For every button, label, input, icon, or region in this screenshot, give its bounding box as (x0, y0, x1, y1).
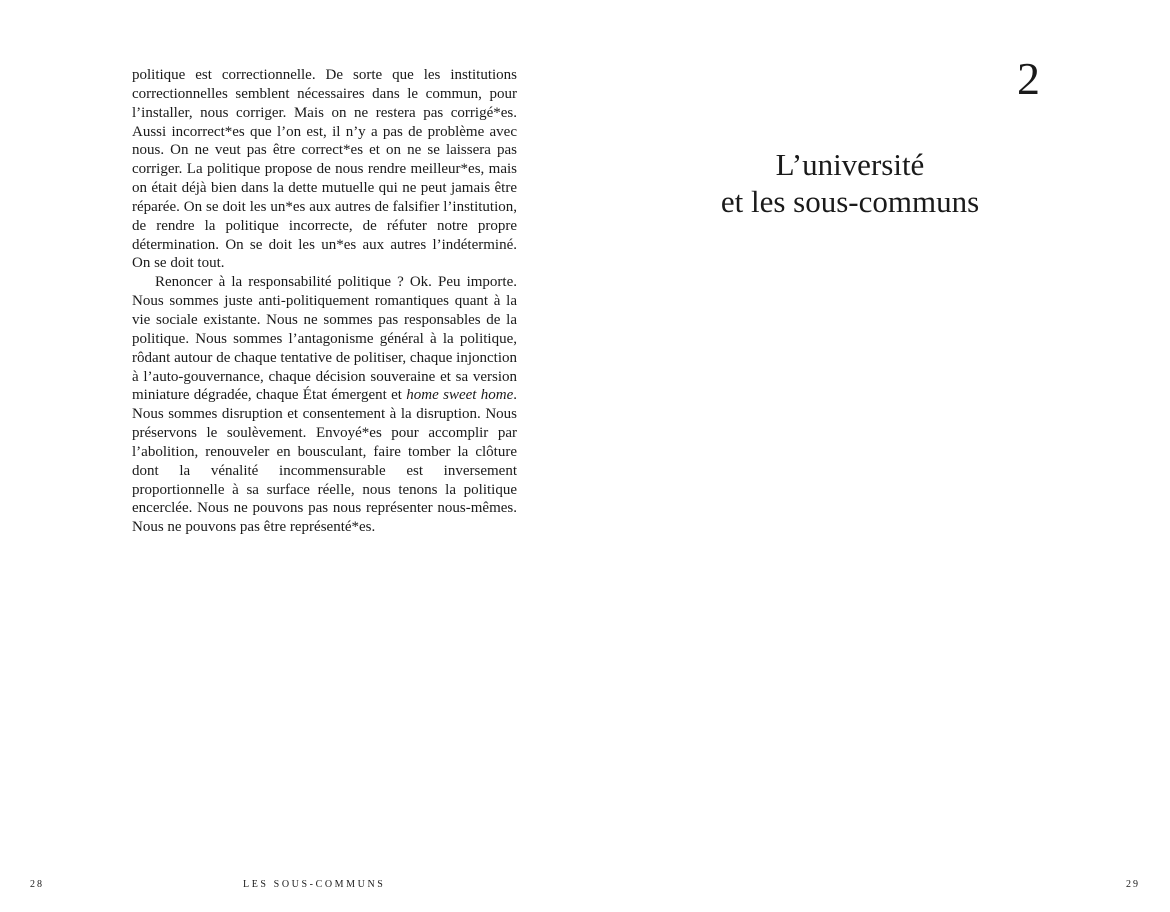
text-segment: Renoncer à la responsabilité politique ? Ok. Peu importe. Nous sommes juste anti-politiquement romantiques quant à la vie sociale existante. Nous ne sommes pas responsables de la politique. Nous sommes l’antagonisme général à la politique, rôdant autour de chaque tentative de politiser, chaque injonction à l’auto-gouvernance, chaque décision souveraine et sa version miniature dégradée, chaque État émergent et (132, 274, 517, 404)
right-page (585, 0, 1170, 912)
chapter-title-line: L’université (775, 147, 925, 182)
running-head: LES SOUS-COMMUNS (243, 879, 386, 890)
body-text (132, 66, 517, 537)
chapter-number: 2 (1017, 53, 1040, 104)
chapter-title-line: et les sous-communs (720, 184, 980, 219)
italic-text-segment: home sweet home (406, 387, 514, 404)
page-number: 29 (1126, 879, 1140, 890)
paragraph (132, 273, 517, 537)
paragraph (132, 66, 517, 273)
text-segment: politique est correctionnelle. De sorte que les institutions correctionnelles semblent nécessaires dans le commun, pour l’installer, nous corriger. Mais on ne restera pas corrigé*es. Aussi incorrect*es que l’on est, il n’y a pas de problème avec nous. On ne veut pas être correct*es et on ne se laissera pas corriger. La politique propose de nous rendre meilleur*es, mais on était déjà bien dans la dette mutuelle qui ne peut jamais être réparée. On se doit les un*es aux autres de falsifier l’institution, de rendre la politique incorrecte, de réfuter notre propre détermination. On se doit les un*es aux autres l’indéterminé. On se doit tout. (132, 67, 517, 272)
chapter-title (700, 146, 1000, 220)
page-number: 28 (30, 879, 44, 890)
text-segment: . Nous sommes disruption et consentement à la disruption. Nous préservons le soulèvement. Envoyé*es pour accomplir par l’abolition, renouveler en bousculant, faire tomber la clôture dont la vénalité incommensurable est inversement proportionnelle à sa surface réelle, nous tenons la politique encerclée. Nous ne pouvons pas nous représenter nous-mêmes. Nous ne pouvons pas être représenté*es. (132, 387, 518, 536)
